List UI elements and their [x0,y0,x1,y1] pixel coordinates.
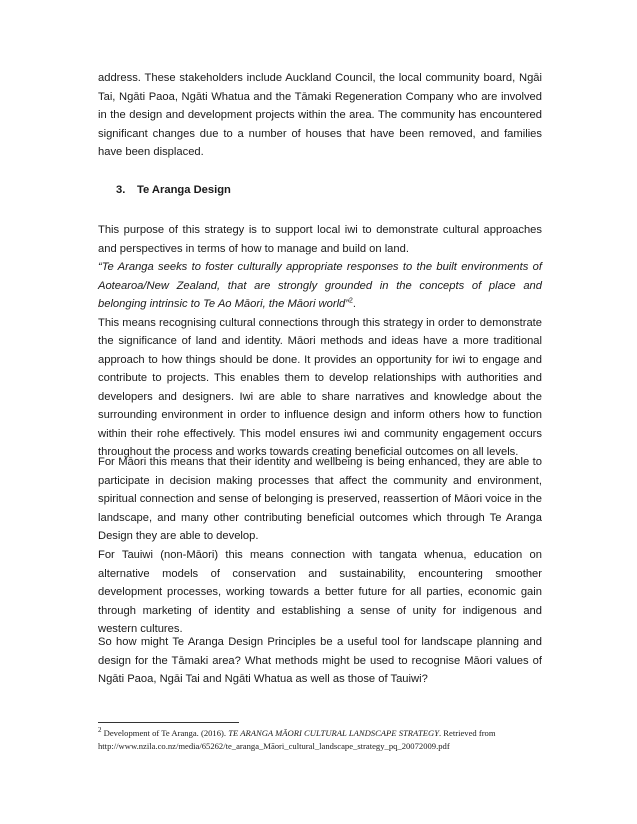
footnote-title: TE ARANGA MĀORI CULTURAL LANDSCAPE STRATEGY [228,728,439,738]
footnote-text-after[interactable]: . Retrieved from http://www.nzila.co.nz/media/65262/te_aranga_Māori_cultural_landscape_strategy_pq_20072009.pdf [98,728,496,751]
strategy-intro: This purpose of this strategy is to support local iwi to demonstrate cultural approaches and perspectives in terms of how to manage and build on land. [98,224,542,255]
footnote [98,727,548,753]
strategy-body: This means recognising cultural connections through this strategy in order to demonstrate the significance of land and identity. Māori methods and ideas have a more traditional approach to how things should be done. It provides an opportunity for iwi to engage and contribute to projects. This enables them to develop relationships with authorities and developers and designers. Iwi are able to share narratives and knowledge about the surrounding environment in order to influence design and inform others how to function within their rohe effectively. This model ensures iwi and community engagement occurs throughout the process and works towards creating beneficial outcomes on all levels. [98,316,542,458]
paragraph-question: So how might Te Aranga Design Principles be a useful tool for landscape planning and design for the Tāmaki area? What methods might be used to recognise Māori values of Ngāti Paoa, Ngāi Tai and Ngāti Whatua as well as those of Tauiwi? [98,636,542,685]
footnote-reference[interactable]: 2 [349,297,353,305]
section-title: Te Aranga Design [137,184,231,196]
footnote-number: 2 [98,726,102,735]
strategy-quote: “Te Aranga seeks to foster culturally appropriate responses to the built environments of Aotearoa/New Zealand, that are strongly grounded in the concepts of place and belonging intrinsic to Te Ao Māori, the Māori world” [98,261,542,310]
section-number: 3. [116,184,126,196]
paragraph-maori: For Māori this means that their identity and wellbeing is being enhanced, they are able to participate in decision making processes that affect the community and environment, spiritual connection and sense of belonging is preserved, reassertion of Māori voice in the landscape, and many other contributing beneficial outcomes which through Te Aranga Design they are able to develop. [98,456,542,542]
section-heading [116,184,231,196]
quote-end: . [352,298,357,310]
footnote-divider [98,722,239,723]
footnote-text-before: Development of Te Aranga. (2016). [101,728,229,738]
paragraph-stakeholders: address. These stakeholders include Auckland Council, the local community board, Ngāi Tai, Ngāti Paoa, Ngāti Whatua and the Tāmaki Regeneration Company who are involved in the design and development projects within the area. The community has encountered significant changes due to a number of houses that have been removed, and families have been displaced. [98,72,542,158]
paragraph-strategy [98,221,542,462]
paragraph-tauiwi: For Tauiwi (non-Māori) this means connection with tangata whenua, education on alternative models of conservation and sustainability, encountering smoother development processes, working towards a better future for all parties, economic gain through marketing of identity and establishing a sense of unity for indigenous and western cultures. [98,549,542,635]
